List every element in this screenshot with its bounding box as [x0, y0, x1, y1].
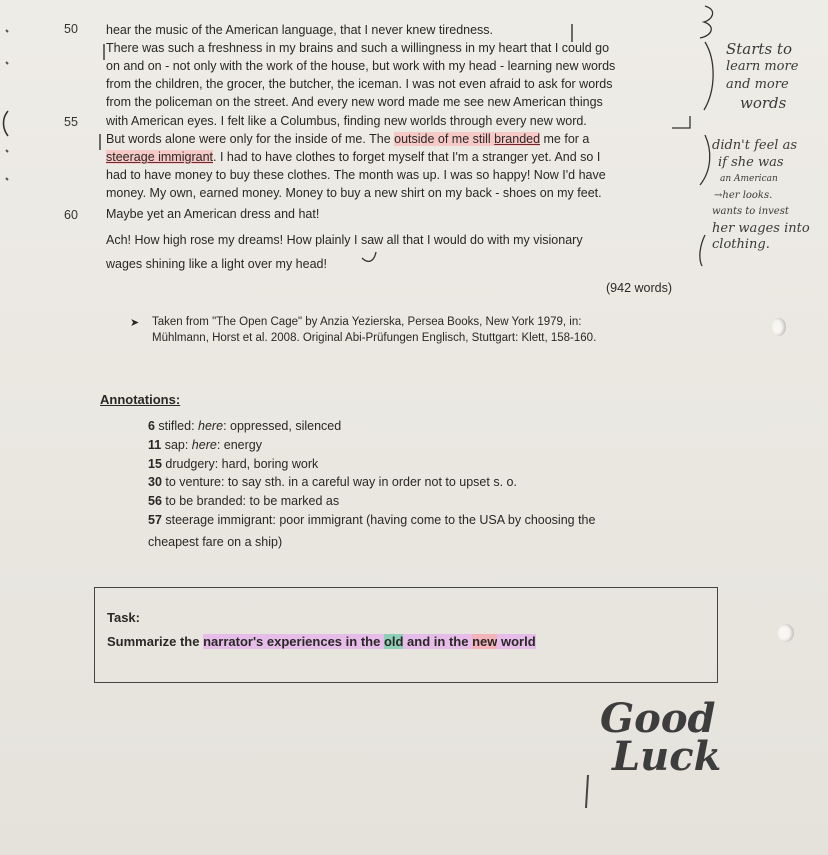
annotation-item: 30 to venture: to say sth. in a careful way in order not to upset s. o. — [148, 475, 517, 489]
annotations-heading: Annotations: — [100, 392, 181, 407]
text-line: steerage immigrant. I had to have clothes to forget myself that I'm a stranger yet. And so I — [106, 150, 601, 164]
text-line: on and on - not only with the work of the house, but work with my head - learning new words — [106, 59, 616, 73]
text-line: hear the music of the American language, that I never knew tiredness. — [106, 23, 494, 37]
text-line: Maybe yet an American dress and hat! — [106, 207, 320, 221]
annotation-continuation: cheapest fare on a ship) — [148, 535, 283, 549]
text-line: wages shining like a light over my head! — [106, 257, 327, 271]
text-line: There was such a freshness in my brains and such a willingness in my heart that I could go — [106, 41, 610, 55]
task-title: Task: — [107, 610, 140, 625]
text-line: But words alone were only for the inside of me. The outside of me still branded me for a — [106, 132, 590, 146]
text-line: had to have money to buy these clothes. The month was up. I was so happy! Now I'd have — [106, 168, 606, 182]
source-bullet-icon: ➤ — [130, 317, 140, 329]
source-line: Taken from "The Open Cage" by Anzia Yezierska, Persea Books, New York 1979, in: — [152, 316, 582, 328]
handwritten-note-learning: Starts to learn more and more words — [726, 40, 799, 112]
punch-hole — [778, 624, 794, 642]
text-line: from the children, the grocer, the butcher, the iceman. I was not even afraid to ask for words — [106, 77, 613, 91]
text-line: with American eyes. I felt like a Columbus, finding new worlds through every new word. — [106, 114, 587, 128]
annotation-item: 11 sap: here: energy — [148, 438, 262, 452]
good-luck-doodle: Good Luck — [600, 695, 722, 780]
line-number: 60 — [64, 208, 78, 222]
word-count: (942 words) — [606, 281, 672, 295]
handwritten-note-clothes: didn't feel as if she was an American →her looks. wants to invest her wages into clothing. — [712, 138, 810, 252]
annotation-item: 6 stifled: here: oppressed, silenced — [148, 419, 342, 433]
task-box — [94, 587, 718, 683]
text-line: money. My own, earned money. Money to buy a new shirt on my back - shoes on my feet. — [106, 186, 602, 200]
annotation-item: 56 to be branded: to be marked as — [148, 494, 340, 508]
punch-hole — [772, 318, 786, 336]
annotation-item: 15 drudgery: hard, boring work — [148, 457, 319, 471]
annotation-item: 57 steerage immigrant: poor immigrant (having come to the USA by choosing the — [148, 513, 596, 527]
line-number: 50 — [64, 22, 78, 36]
line-number: 55 — [64, 115, 78, 129]
task-text: Summarize the narrator's experiences in the old and in the new world — [107, 634, 536, 649]
text-line: Ach! How high rose my dreams! How plainly I saw all that I would do with my visionary — [106, 233, 583, 247]
text-line: from the policeman on the street. And every new word made me see new American things — [106, 95, 603, 109]
source-line: Mühlmann, Horst et al. 2008. Original Abi-Prüfungen Englisch, Stuttgart: Klett, 158-160. — [152, 332, 597, 344]
